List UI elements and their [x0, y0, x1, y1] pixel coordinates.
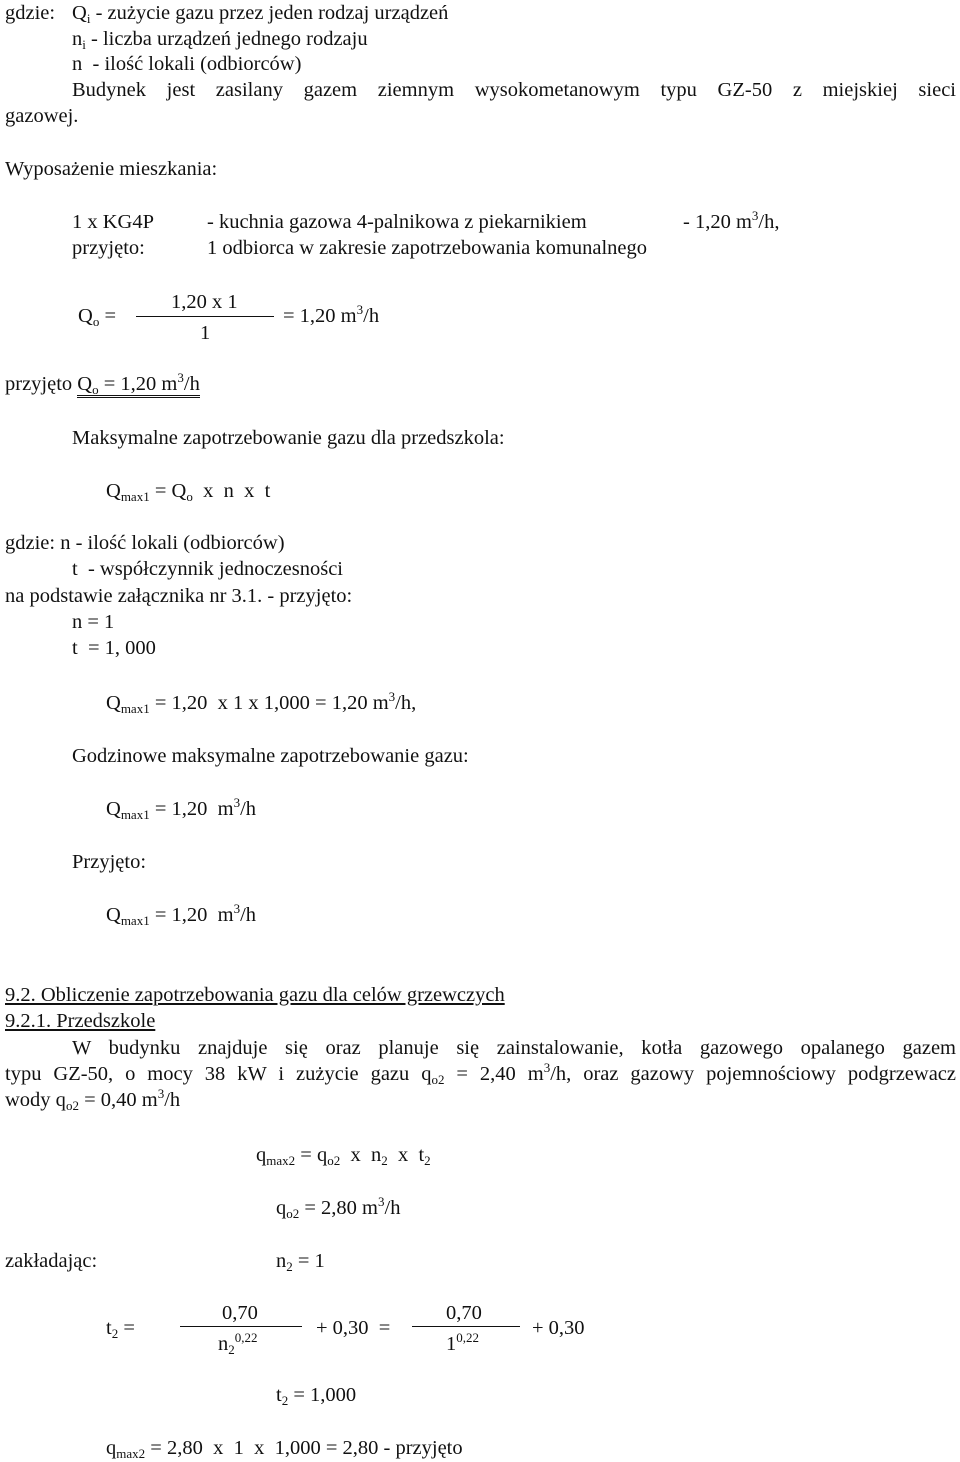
qo2-value: $q_{o2} = 2,80$ $m^3/h$ [276, 1194, 401, 1221]
qo-accepted: przyjęto $Q_o = 1,20$ $m^3/h$ [5, 370, 200, 397]
hourly-q2: $Q_{max1} = 1,20$ $m^3/h$ [106, 901, 257, 928]
frac2-bar [412, 1326, 520, 1327]
equipment-accepted-text: 1 odbiorca w zakresie zapotrzebowania komunalnego [207, 237, 647, 259]
hourly-heading: Godzinowe maksymalne zapotrzebowanie gazu: [72, 745, 469, 767]
plus-term-2: + 0,30 [532, 1317, 585, 1339]
frac1-denominator: $n_2^{0,22}$ [218, 1330, 258, 1357]
frac2-denominator: 1$^{0,22}$ [446, 1330, 479, 1355]
n2-value: $n_2 = 1$ [276, 1250, 325, 1274]
section-para-line1: W budynku znajduje się oraz planuje się zainstalowanie, kotła gazowego opalanego gazem [72, 1037, 956, 1059]
equipment-code: 1 x KG4P [72, 211, 155, 233]
n-value: n = 1 [72, 611, 115, 633]
frac1-bar [180, 1326, 302, 1327]
building-text-line1: Budynek jest zasilany gazem ziemnym wysokometanowym typu GZ-50 z miejskiej sieci [72, 79, 956, 101]
qo-accepted-value: $Q_o = 1,20$ $m^3/h$ [77, 370, 200, 397]
qmax2-formula: $q_{max2} = q_{o2}$ x $n_2$ x $t_2$ [256, 1144, 431, 1168]
qo-formula-numerator: 1,20 x 1 [171, 291, 238, 313]
where-n: gdzie: n - ilość lokali (odbiorców) [5, 532, 285, 554]
section-title: 9.2. Obliczenie zapotrzebowania gazu dla celów grzewczych [5, 984, 505, 1006]
qo-formula-lhs: $Q_o$ = [78, 305, 116, 329]
equipment-accepted-label: przyjęto: [72, 237, 145, 259]
section-para-line3: wody $q_{o2} = 0,40$ $m^3/h$ [5, 1086, 181, 1113]
section-para-line2: typu GZ-50, o mocy 38 kW i zużycie gazu $q_{o2} = 2,40$ $m^3/h$, oraz gazowy pojemnościowy podgrzewacz [5, 1060, 956, 1087]
def-ni: $n_i$ - liczba urządzeń jednego rodzaju [72, 28, 368, 52]
def-qi: $Q_i$ - zużycie gazu przez jeden rodzaj urządzeń [72, 2, 449, 26]
hourly-q1: $Q_{max1} = 1,20$ $m^3/h$ [106, 795, 257, 822]
qo-formula-denominator: 1 [200, 322, 211, 344]
max-demand-heading: Maksymalne zapotrzebowanie gazu dla przedszkola: [72, 427, 505, 449]
equipment-heading: Wyposażenie mieszkania: [5, 158, 218, 180]
hourly-accepted-label: Przyjęto: [72, 851, 147, 873]
equipment-rate: - 1,20 $m^3/h$, [683, 208, 780, 233]
max-demand-calc: $Q_{max1} = 1,20$ x 1 x 1,000 = 1,20 $m^3/h$, [106, 689, 417, 716]
t2-result: $t_2 = 1,000$ [276, 1384, 357, 1408]
plus-term-1: + 0,30 = [316, 1317, 391, 1339]
where-t: t - współczynnik jednoczesności [72, 558, 343, 580]
frac1-numerator: 0,70 [222, 1302, 258, 1324]
frac2-numerator: 0,70 [446, 1302, 482, 1324]
assuming-label: zakładając: [5, 1250, 98, 1272]
building-text-line2: gazowej. [5, 105, 79, 127]
section-subtitle: 9.2.1. Przedszkole [5, 1010, 156, 1032]
t2-lhs: $t_2$ = [106, 1317, 135, 1341]
def-n: n - ilość lokali (odbiorców) [72, 53, 302, 75]
def-qi-label: gdzie: [5, 2, 56, 24]
max-demand-formula: $Q_{max1} = Q_o$ x n x t [106, 480, 271, 504]
qo-fraction-bar [136, 316, 274, 317]
t-value: t = 1, 000 [72, 637, 156, 659]
basis-text: na podstawie załącznika nr 3.1. - przyjęto: [5, 585, 353, 607]
qo-formula-result: = 1,20 $m^3/h$ [283, 302, 380, 327]
qmax2-final: $q_{max2} = 2,80$ x 1 x 1,000 = 2,80 - przyjęto [106, 1437, 463, 1461]
equipment-desc: - kuchnia gazowa 4-palnikowa z piekarnikiem [207, 211, 587, 233]
